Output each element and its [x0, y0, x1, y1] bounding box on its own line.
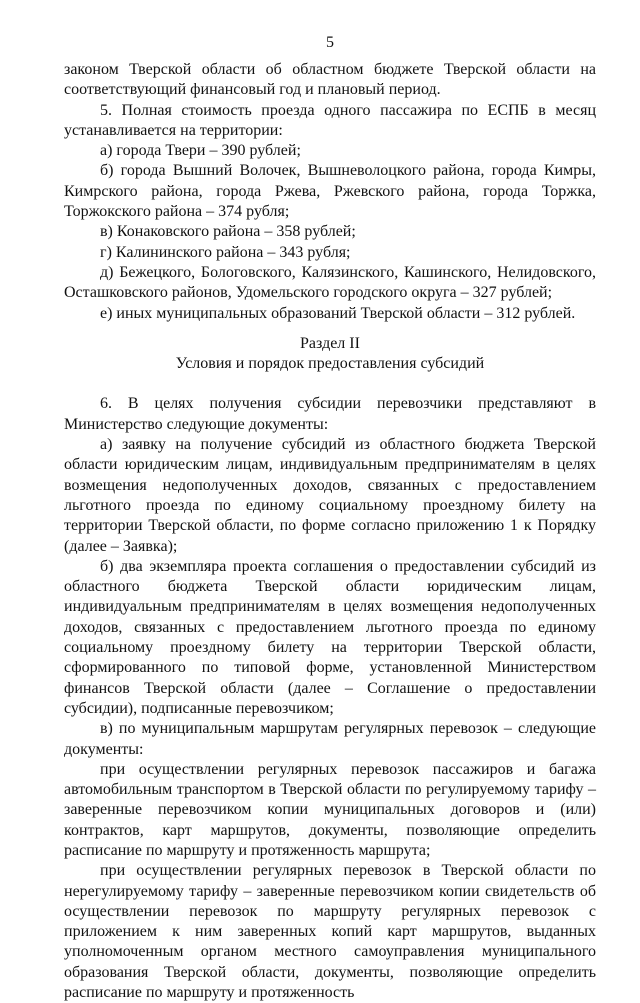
paragraph: при осуществлении регулярных перевозок пассажиров и багажа автомобильным транспортом в Тверской области по регулируемому тарифу – заверенные перевозчиком копии муниципальных договоров и (или) контрактов, карт маршрутов, документы, позволяющие определить расписание по маршруту и протяженность маршрута;: [64, 760, 596, 859]
paragraph: 5. Полная стоимость проезда одного пассажира по ЕСПБ в месяц устанавливается на территории:: [64, 101, 596, 139]
list-item: е) иных муниципальных образований Тверской области – 312 рублей.: [100, 304, 576, 322]
list-item: б) два экземпляра проекта соглашения о предоставлении субсидий из областного бюджета Тверской области юридическим лицам, индивидуальным предпринимателям в целях возмещения недополученных доходов, связанных с предоставлением льготного проезда по единому социальному проездному билету на территории Тверской области, сформированного по типовой форме, установленной Министерством финансов Тверской области (далее – Соглашение о предоставлении субсидии), подписанные перевозчиком;: [64, 557, 596, 717]
document-body: [64, 60, 596, 1003]
section-title: Условия и порядок предоставления субсидий: [175, 355, 485, 373]
paragraph: 6. В целях получения субсидии перевозчики представляют в Министерство следующие документы:: [64, 395, 596, 433]
list-item: д) Бежецкого, Бологовского, Калязинского, Кашинского, Нелидовского, Осташковского районов, Удомельского городского округа – 327 рублей;: [64, 263, 596, 302]
list-item: г) Калининского района – 343 рубля;: [100, 243, 351, 261]
list-item: б) города Вышний Волочек, Вышневолоцкого района, города Кимры, Кимрского района, города Ржева, Ржевского района, города Торжка, Торжокского района – 374 рубля;: [64, 162, 596, 221]
list-item: в) по муниципальным маршрутам регулярных перевозок – следующие документы:: [64, 720, 596, 758]
list-item: а) города Твери – 390 рублей;: [100, 142, 301, 160]
paragraph: законом Тверской области об областном бюджете Тверской области на соответствующий финансовый год и плановый период.: [64, 61, 596, 99]
page-number: 5: [326, 34, 334, 51]
paragraph: при осуществлении регулярных перевозок в Тверской области по нерегулируемому тарифу – заверенные перевозчиком копии свидетельств об осуществлении перевозок по маршруту регулярных перевозок с приложением к ним заверенных копий карт маршрутов, выданных уполномоченным органом местного самоуправления муниципального образования Тверской области, документы, позволяющие определить расписание по маршруту и протяженность: [64, 862, 596, 1002]
list-item: а) заявку на получение субсидий из областного бюджета Тверской области юридическим лицам, индивидуальным предпринимателям в целях возмещения недополученных доходов, связанных с предоставлением льготного проезда по единому социальному проездному билету на территории Тверской области, по форме согласно приложению 1 к Порядку (далее – Заявка);: [64, 436, 596, 555]
list-item: в) Конаковского района – 358 рублей;: [100, 223, 356, 241]
section-number: Раздел II: [300, 334, 360, 352]
